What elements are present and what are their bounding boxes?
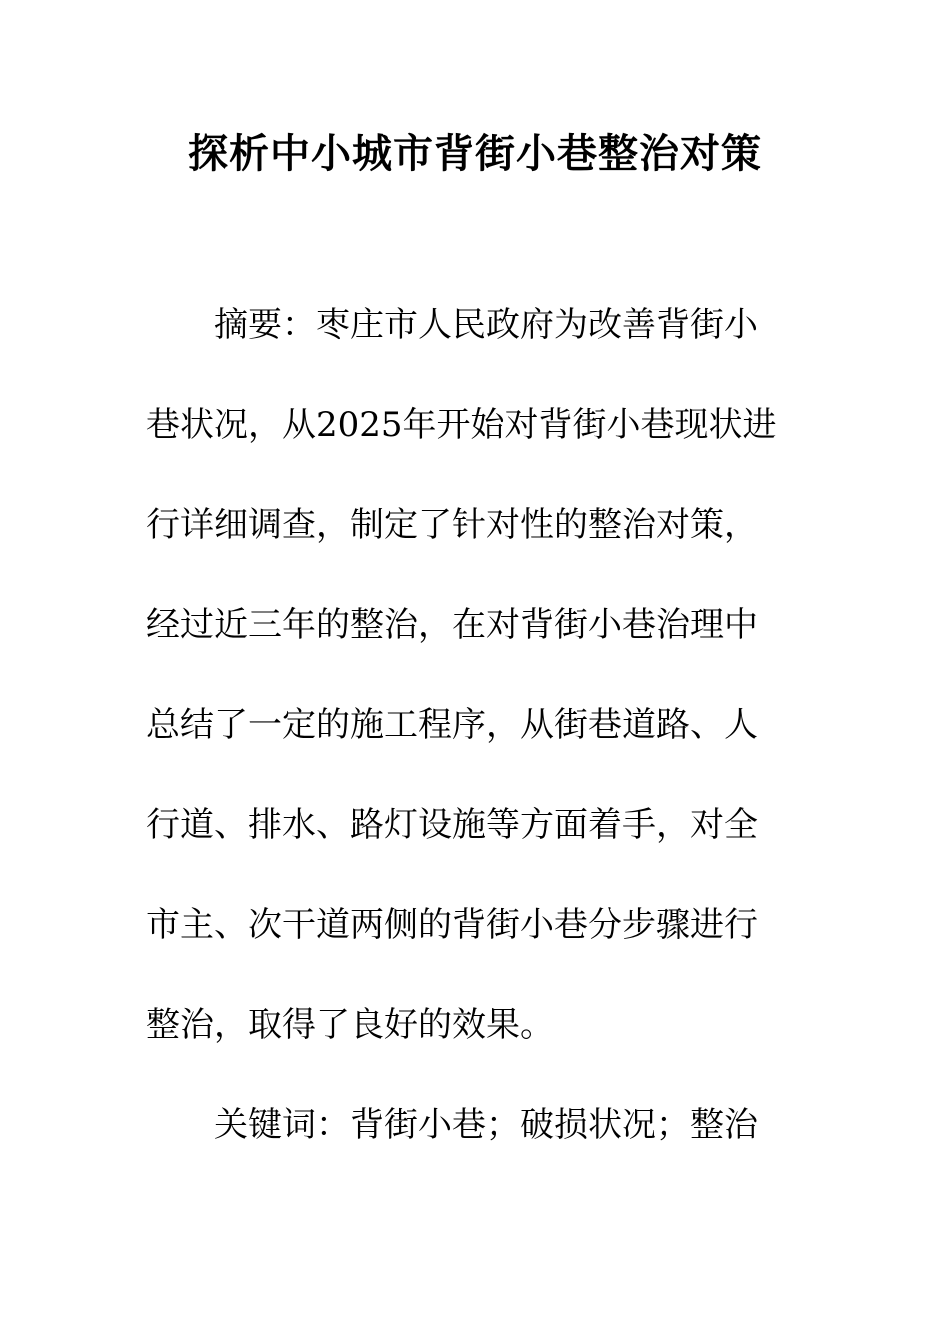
abstract-line-3: 行详细调查，制定了针对性的整治对策， — [146, 505, 758, 545]
abstract-line-6: 行道、排水、路灯设施等方面着手，对全 — [146, 805, 758, 845]
abstract-line-1: 摘要：枣庄市人民政府为改善背街小 — [214, 305, 758, 345]
document-title: 探析中小城市背街小巷整治对策 — [188, 130, 762, 177]
abstract-line-8: 整治，取得了良好的效果。 — [146, 1005, 554, 1045]
abstract-line-2: 巷状况，从2025年开始对背街小巷现状进 — [146, 405, 777, 445]
abstract-line-5: 总结了一定的施工程序，从街巷道路、人 — [146, 705, 758, 745]
abstract-line-4: 经过近三年的整治，在对背街小巷治理中 — [146, 605, 758, 645]
abstract-line-7: 市主、次干道两侧的背街小巷分步骤进行 — [146, 905, 758, 945]
keywords-line: 关键词：背街小巷；破损状况；整治 — [214, 1105, 758, 1145]
